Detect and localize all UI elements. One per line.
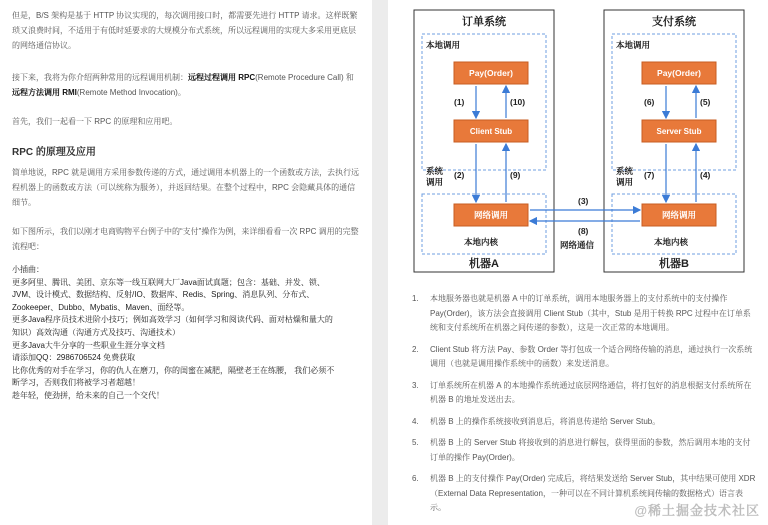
watermark: @稀土掘金技术社区 — [634, 503, 760, 518]
step-2-label: (2) — [454, 170, 465, 180]
machine-a-syscall-label: 系统 — [426, 166, 444, 176]
example-paragraph: 如下图所示，我们以刚才电商购物平台例子中的“支付”操作为例，来详细看看一次 RPC 调用的完整流程吧： — [12, 227, 359, 251]
mechanism-intro-text: 接下来，我将为你介绍两种常用的远程调用机制： — [12, 73, 188, 82]
machine-b-syscall-label-2: 调用 — [616, 177, 634, 187]
step-4-label: (4) — [700, 170, 711, 180]
network-communication-label: 网络通信 — [560, 240, 595, 250]
step-number: 3. — [412, 380, 419, 390]
promo-line: 断学习，否则我们将被学习者超越！ — [12, 378, 140, 388]
step-number: 4. — [412, 416, 419, 426]
rpc-flow-diagram — [410, 8, 750, 278]
step-text: 机器 B 上的 Server Stub 将接收到的消息进行解包，获得里面的参数，然后调用本地的支付订单的操作 Pay(Order)。 — [430, 438, 751, 462]
step-3-label: (3) — [578, 196, 589, 206]
promo-line: 趁年轻，使劲拼，给未来的自己一个交代！ — [12, 390, 164, 400]
step-item — [408, 292, 758, 336]
step-5-label: (5) — [700, 97, 711, 107]
step-text: Client Stub 将方法 Pay、参数 Order 等打包成一个适合网络传输的消息，通过执行一次系统调用（也就是调用操作系统中的函数）来发送消息。 — [430, 344, 753, 368]
promo-line: Zookeeper、Dubbo、Mybatis、Maven、面经等。 — [12, 302, 190, 312]
step-number: 2. — [412, 344, 419, 354]
rpc-definition-paragraph: 简单地说，RPC 就是调用方采用参数传递的方式，通过调用本机器上的一个函数或方法，去执行远程机器上的函数或方法（可以统称为服务），并返回结果。在整个过程中，RPC 会隐藏具体的通信细节。 — [12, 168, 360, 207]
machine-a-net-call-label: 网络调用 — [473, 210, 509, 220]
step-item — [408, 343, 758, 372]
section-heading: RPC 的原理及应用 — [12, 147, 96, 158]
step-6-label: (6) — [644, 97, 655, 107]
step-number: 5. — [412, 438, 419, 447]
step-item — [408, 415, 758, 430]
step-item — [408, 379, 758, 408]
client-stub-label: Client Stub — [469, 127, 513, 136]
step-text: 订单系统所在机器 A 的本地操作系统通过底层网络通信，将打包好的消息根据支付系统所在机器 B 的地址发送出去。 — [430, 380, 752, 404]
machine-b-local-call-label: 本地调用 — [616, 40, 651, 50]
machine-a-label: 机器A — [469, 258, 499, 270]
rmi-term: 远程方法调用 RMI — [12, 88, 77, 97]
promo-line: 更多Java大牛分享的一些职业生涯分享文档 — [12, 340, 165, 350]
first-look-paragraph: 首先，我们一起看一下 RPC 的原理和应用吧。 — [12, 117, 178, 126]
step-item — [408, 436, 758, 465]
step-1-label: (1) — [454, 97, 465, 107]
machine-b-net-call-label: 网络调用 — [661, 210, 697, 220]
promo-line: JVM、设计模式、数据结构、反射/IO、数据库、Redis、Spring、消息队列、分布式、 — [12, 290, 315, 300]
server-stub-label: Server Stub — [656, 127, 702, 136]
promo-line: 请添加QQ：2986706524 免费获取 — [12, 353, 136, 363]
mechanism-paragraph — [12, 70, 360, 100]
promo-line: 比你优秀的对手在学习，你的仇人在磨刀，你的闺蜜在减肥，隔壁老王在练腰， 我们必须不 — [12, 365, 335, 375]
step-9-label: (9) — [510, 170, 521, 180]
machine-a-title: 订单系统 — [462, 16, 506, 28]
step-8-label: (8) — [578, 226, 589, 236]
step-number: 6. — [412, 474, 419, 483]
machine-a-kernel-label: 本地内核 — [464, 237, 499, 247]
rpc-term: 远程过程调用 RPC — [188, 73, 256, 82]
step-7-label: (7) — [644, 170, 655, 180]
step-text: 机器 B 上的支付操作 Pay(Order) 完成后，将结果发送给 Server Stub，其中结果可使用 XDR（External Data Representation，一种可以在不同计算机系统间传输的数据格式）语言表示。 — [430, 474, 756, 512]
promo-block — [12, 264, 362, 403]
promo-line: 更多Java程序员技术进阶小技巧；例如高效学习（如何学习和阅读代码、面对枯燥和量大的 — [12, 315, 333, 325]
rmi-full-text: (Remote Method Invocation)。 — [76, 88, 186, 97]
intro-paragraph: 但是，B/S 架构是基于 HTTP 协议实现的，每次调用接口时，都需要先进行 HTTP 请求。这样既繁琐又浪费时间，不适用于有低时延要求的大规模分布式系统，所以远程调用的实现大多采用更底层的网络通信协议。 — [12, 11, 358, 50]
machine-b-title: 支付系统 — [652, 16, 696, 28]
right-page — [388, 0, 768, 525]
machine-b-kernel-label: 本地内核 — [654, 237, 689, 247]
machine-b-syscall-label: 系统 — [616, 166, 634, 176]
promo-line: 更多阿里、腾讯、美团、京东等一线互联网大厂Java面试真题；包含：基础、并发、锁、 — [12, 277, 325, 287]
step-number: 1. — [412, 294, 419, 303]
step-text: 本地服务器也就是机器 A 中的订单系统，调用本地服务器上的支付系统中的支付操作 Pay(Order)，该方法会直接调用 Client Stub（其中，Stub 是用于转换 RPC 过程中在订单系统和支付系统所在机器之间传递的参数），这是一次正常的本地调用。 — [430, 294, 751, 332]
machine-a-syscall-label-2: 调用 — [426, 177, 444, 187]
machine-a-local-call-label: 本地调用 — [426, 40, 461, 50]
rpc-full-text: (Remote Procedure Call) 和 — [255, 73, 354, 82]
machine-b-pay-order-label: Pay(Order) — [657, 68, 701, 78]
promo-line: 小插曲： — [12, 265, 44, 274]
rpc-steps-list — [408, 292, 758, 523]
step-text: 机器 B 上的操作系统接收到消息后，将消息传递给 Server Stub。 — [430, 416, 661, 426]
machine-a-pay-order-label: Pay(Order) — [469, 68, 513, 78]
step-10-label: (10) — [510, 97, 526, 107]
machine-b-label: 机器B — [659, 258, 689, 270]
promo-line: 知识）高效沟通（沟通方式及技巧、沟通技术） — [12, 327, 180, 337]
left-page — [0, 0, 372, 525]
